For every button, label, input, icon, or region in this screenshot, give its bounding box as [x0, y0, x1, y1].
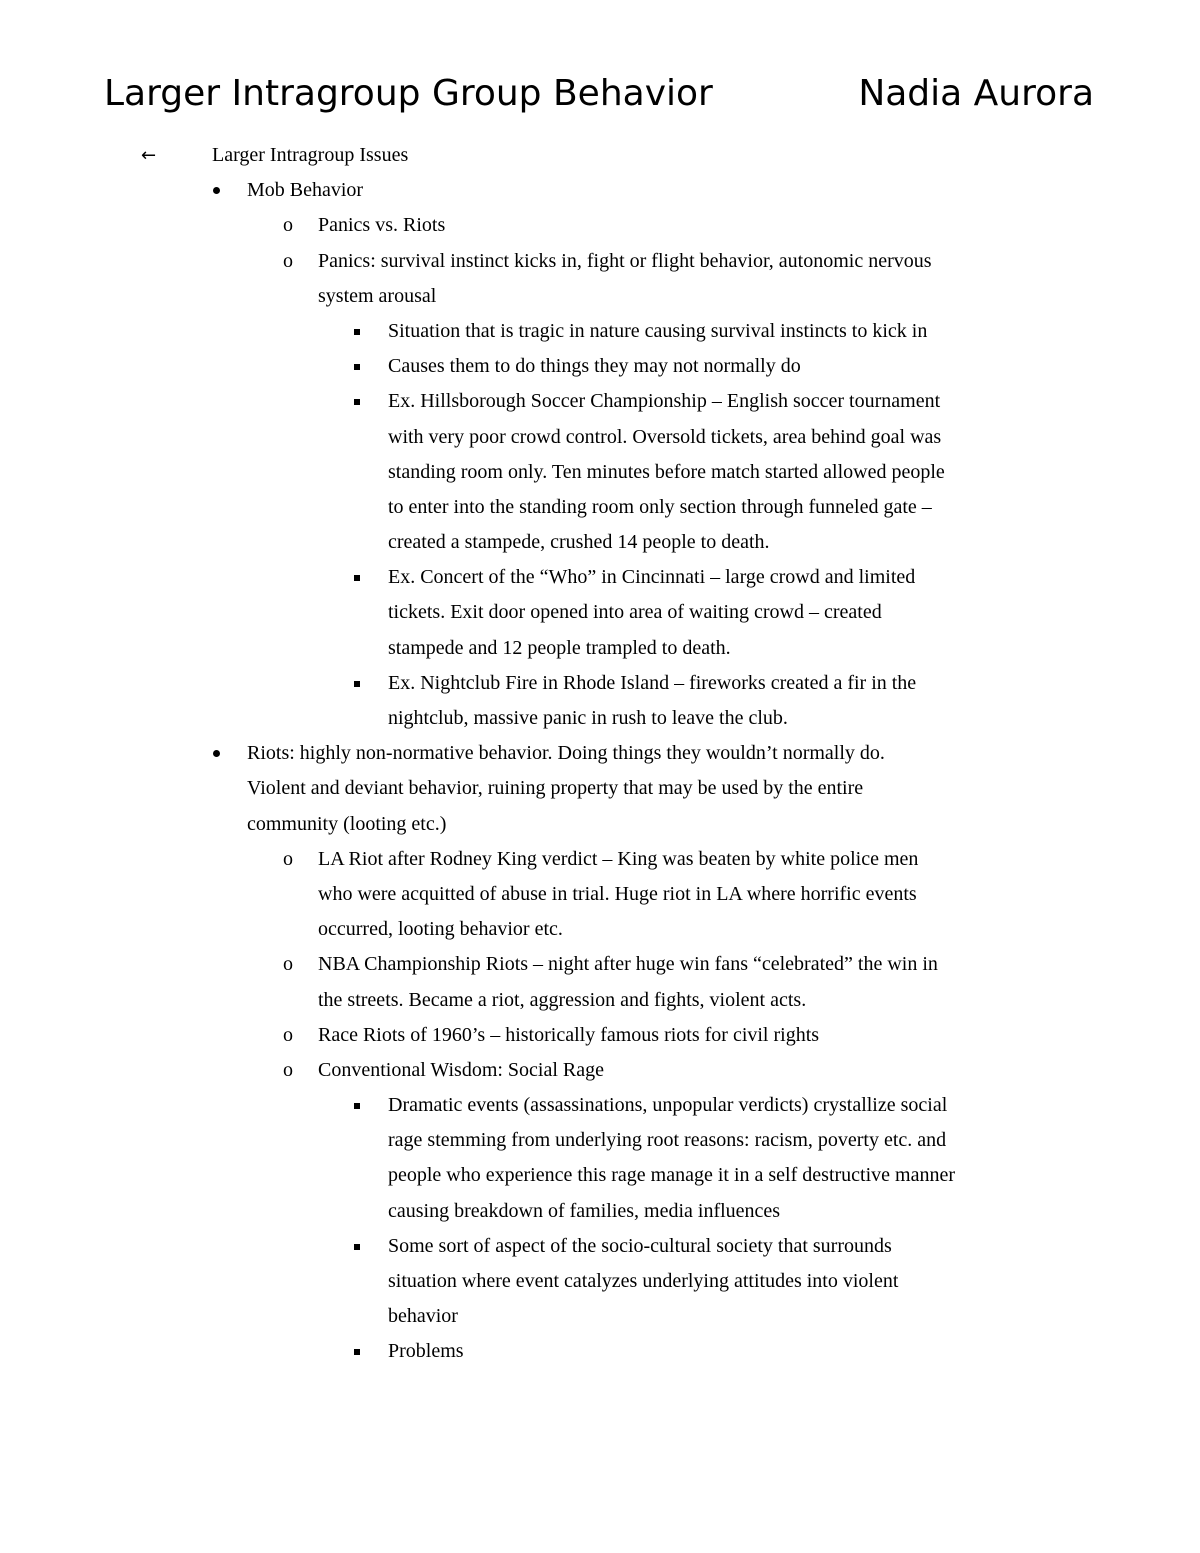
- outline-line: [0, 877, 1200, 912]
- outline-line: [0, 1334, 1200, 1369]
- outline-line: [0, 490, 1200, 525]
- outline-text: Conventional Wisdom: Social Rage: [318, 1058, 605, 1081]
- outline-line: [0, 983, 1200, 1018]
- outline-text: Violent and deviant behavior, ruining property that may be used by the entire: [247, 777, 864, 800]
- outline-text: system arousal: [318, 284, 437, 307]
- outline-text: Ex. Nightclub Fire in Rhode Island – fireworks created a fir in the: [388, 671, 917, 694]
- outline-line: [0, 1088, 1200, 1123]
- outline-line: [0, 1158, 1200, 1193]
- outline-text: stampede and 12 people trampled to death.: [388, 636, 731, 659]
- circle-bullet-icon: o: [283, 214, 293, 237]
- outline-line: [0, 912, 1200, 947]
- document-title: Larger Intragroup Group Behavior: [104, 73, 713, 114]
- outline-text: with very poor crowd control. Oversold tickets, area behind goal was: [388, 425, 942, 448]
- outline-text: Problems: [388, 1340, 464, 1363]
- outline-line: [0, 947, 1200, 982]
- outline-text: the streets. Became a riot, aggression and fights, violent acts.: [318, 988, 807, 1011]
- outline-text: NBA Championship Riots – night after huge win fans “celebrated” the win in: [318, 953, 938, 976]
- outline-line: [0, 384, 1200, 419]
- outline-text: Panics vs. Riots: [318, 214, 446, 237]
- outline-line: [0, 1229, 1200, 1264]
- outline-text: behavior: [388, 1305, 458, 1328]
- outline-line: [0, 1299, 1200, 1334]
- circle-bullet-icon: o: [283, 847, 293, 870]
- outline-text: tickets. Exit door opened into area of waiting crowd – created: [388, 601, 882, 624]
- outline-line: [0, 525, 1200, 560]
- outline-text: LA Riot after Rodney King verdict – King was beaten by white police men: [318, 847, 919, 870]
- outline-text: nightclub, massive panic in rush to leave the club.: [388, 707, 788, 729]
- outline-line: [0, 279, 1200, 314]
- outline-line: [0, 1018, 1200, 1053]
- outline-line: [0, 455, 1200, 490]
- outline-text: situation where event catalyzes underlying attitudes into violent: [388, 1270, 899, 1292]
- outline-text: community (looting etc.): [247, 812, 447, 835]
- outline-text: standing room only. Ten minutes before match started allowed people: [388, 460, 945, 483]
- circle-bullet-icon: o: [283, 1058, 293, 1081]
- circle-bullet-icon: o: [283, 249, 293, 272]
- outline-line: [0, 349, 1200, 384]
- outline-text: who were acquitted of abuse in trial. Huge riot in LA where horrific events: [318, 882, 917, 905]
- outline-text: Causes them to do things they may not normally do: [388, 355, 801, 378]
- outline-line: [0, 560, 1200, 595]
- outline-line: [0, 842, 1200, 877]
- outline-text: Race Riots of 1960’s – historically famous riots for civil rights: [318, 1023, 820, 1046]
- outline-line: [0, 1264, 1200, 1299]
- outline-text: Ex. Hillsborough Soccer Championship – English soccer tournament: [388, 390, 941, 413]
- outline-text: rage stemming from underlying root reasons: racism, poverty etc. and: [388, 1129, 947, 1152]
- outline-text: causing breakdown of families, media influences: [388, 1199, 781, 1222]
- circle-bullet-icon: o: [283, 953, 293, 976]
- outline-line: [0, 173, 1200, 208]
- outline-text: Mob Behavior: [247, 179, 364, 202]
- circle-bullet-icon: o: [283, 1023, 293, 1046]
- outline-text: Riots: highly non-normative behavior. Doing things they wouldn’t normally do.: [247, 742, 885, 765]
- page-header: [104, 66, 1094, 122]
- outline-line: [0, 420, 1200, 455]
- outline-line: [0, 666, 1200, 701]
- outline-line: [0, 314, 1200, 349]
- outline-text: Larger Intragroup Issues: [212, 144, 409, 166]
- outline-line: [0, 1053, 1200, 1088]
- author-name: Nadia Aurora: [858, 73, 1094, 114]
- outline-line: [0, 138, 1200, 173]
- outline-text: to enter into the standing room only section through funneled gate –: [388, 495, 932, 518]
- outline-line: [0, 1194, 1200, 1229]
- outline-text: people who experience this rage manage it in a self destructive manner: [388, 1164, 955, 1187]
- outline-line: [0, 1123, 1200, 1158]
- outline-text: created a stampede, crushed 14 people to death.: [388, 531, 770, 554]
- outline-line: [0, 244, 1200, 279]
- outline-notes: [0, 138, 1200, 1370]
- outline-line: [0, 208, 1200, 243]
- outline-text: Some sort of aspect of the socio-cultural society that surrounds: [388, 1234, 892, 1257]
- outline-text: Panics: survival instinct kicks in, fight or flight behavior, autonomic nervous: [318, 249, 932, 272]
- outline-text: occurred, looting behavior etc.: [318, 918, 563, 941]
- outline-line: [0, 701, 1200, 736]
- outline-line: [0, 771, 1200, 806]
- outline-line: [0, 595, 1200, 630]
- outline-line: [0, 631, 1200, 666]
- outline-line: [0, 736, 1200, 771]
- outline-text: Situation that is tragic in nature causing survival instincts to kick in: [388, 319, 928, 342]
- outline-line: [0, 807, 1200, 842]
- outline-text: Dramatic events (assassinations, unpopular verdicts) crystallize social: [388, 1094, 948, 1117]
- outline-text: Ex. Concert of the “Who” in Cincinnati – large crowd and limited: [388, 566, 916, 589]
- left-arrow-icon: ←: [141, 145, 157, 166]
